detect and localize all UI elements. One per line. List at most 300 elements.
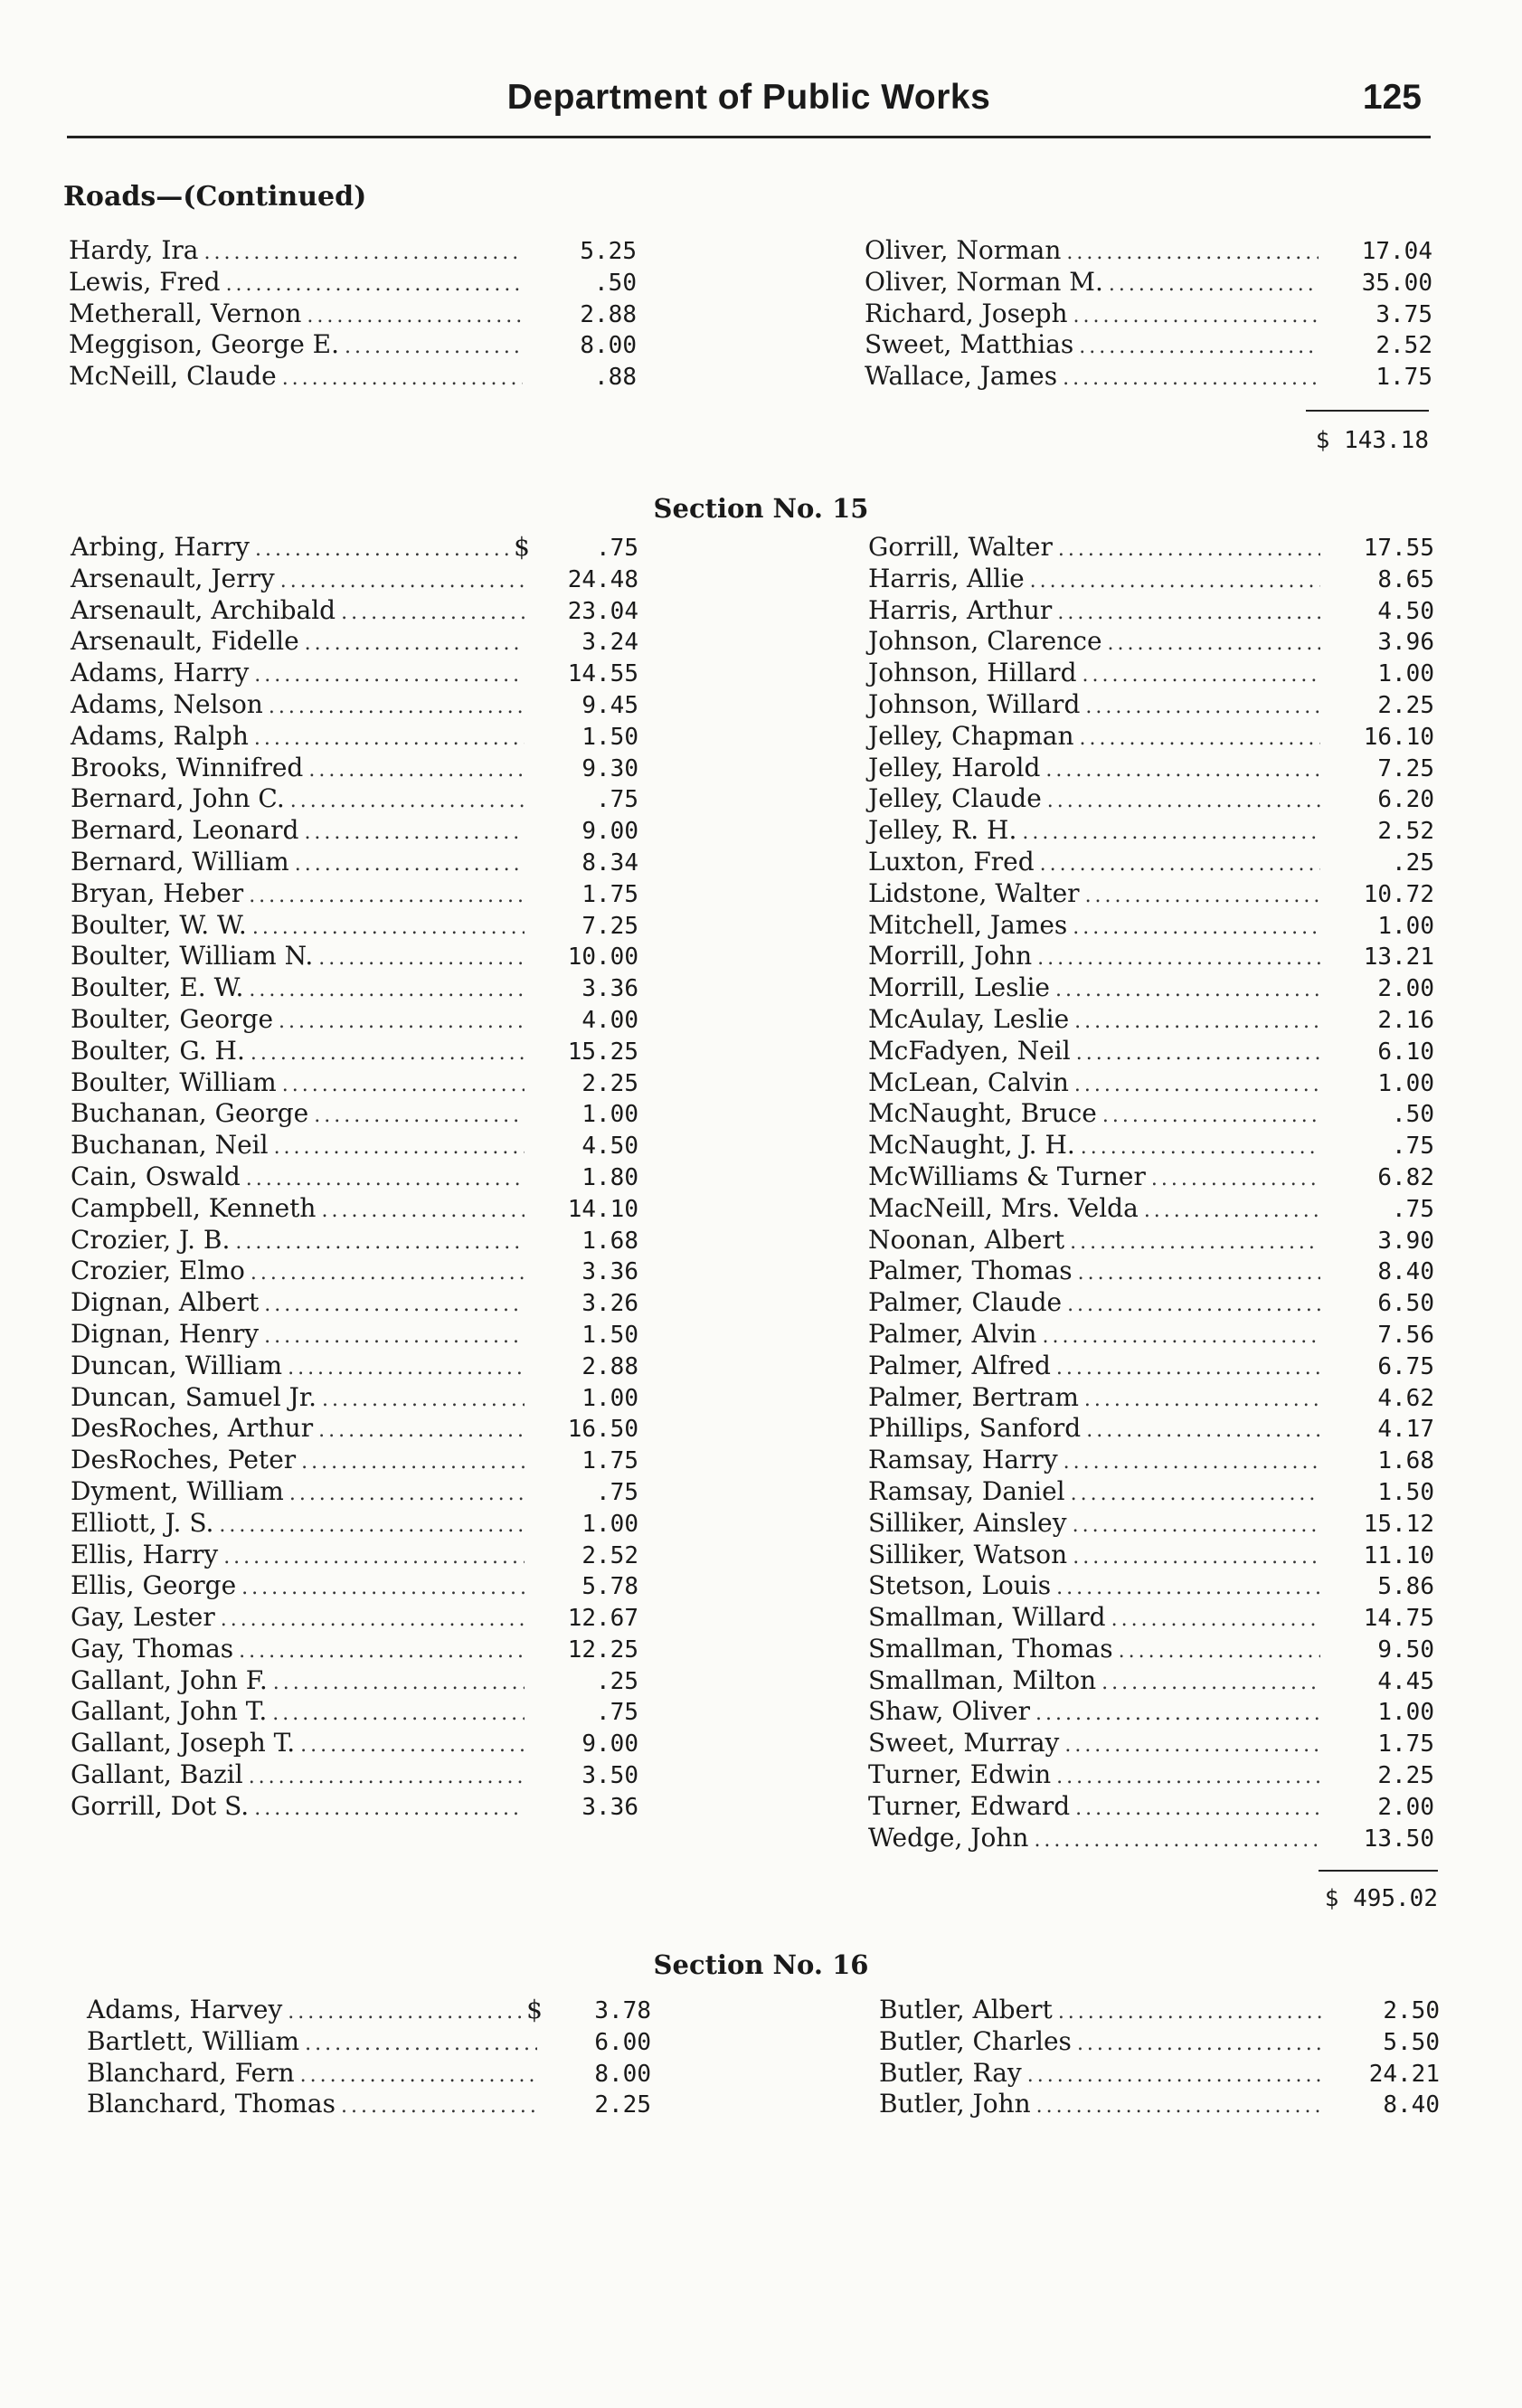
entry-name: Turner, Edwin <box>868 1759 1052 1790</box>
entry-amount: 3.96 <box>1377 629 1434 657</box>
list-item <box>868 658 1434 689</box>
list-item <box>868 1445 1434 1476</box>
entry-amount: 16.10 <box>1363 723 1434 751</box>
entry-name: Boulter, W. W. <box>71 909 247 940</box>
entry-amount: 2.00 <box>1377 975 1434 1003</box>
list-item <box>868 1225 1434 1256</box>
entry-amount: 2.88 <box>581 1352 638 1380</box>
entry-name: Luxton, Fred <box>868 846 1035 877</box>
dot-leader <box>249 1762 525 1794</box>
entry-amount: .25 <box>596 1667 638 1695</box>
entry-amount: 1.75 <box>1377 1730 1434 1759</box>
list-item <box>71 1193 638 1225</box>
entry-amount: 5.25 <box>580 238 637 265</box>
entry-name: McFadyen, Neil <box>868 1035 1071 1066</box>
dot-leader <box>269 692 525 724</box>
entry-amount: 1.50 <box>581 723 638 751</box>
entry-name: Jelley, Chapman <box>868 720 1074 751</box>
list-item <box>868 1098 1434 1130</box>
entry-amount: 8.65 <box>1377 565 1434 593</box>
entry-amount: 2.52 <box>1377 818 1434 846</box>
list-item <box>69 267 637 299</box>
entry-amount: 2.16 <box>1377 1006 1434 1034</box>
entry-name: Boulter, William N. <box>71 941 314 972</box>
dot-leader <box>274 1133 525 1164</box>
entry-name: Duncan, William <box>71 1350 283 1380</box>
list-item <box>868 1256 1434 1287</box>
list-item <box>868 1130 1434 1161</box>
dot-leader <box>345 332 523 364</box>
list-item <box>865 329 1432 361</box>
entry-amount: 7.56 <box>1377 1321 1434 1349</box>
entry-amount: 6.75 <box>1377 1352 1434 1380</box>
entry-amount: 3.90 <box>1377 1227 1434 1255</box>
dot-leader <box>1079 332 1319 364</box>
list-item <box>69 299 637 330</box>
entry-name: Palmer, Alfred <box>868 1350 1051 1380</box>
entry-amount: 1.00 <box>1377 1069 1434 1097</box>
dot-leader <box>1045 755 1320 787</box>
entry-amount: .75 <box>1392 1195 1434 1223</box>
list-item <box>71 910 638 942</box>
entry-name: Smallman, Thomas <box>868 1633 1113 1664</box>
dot-leader <box>1064 1447 1320 1479</box>
entry-amount: .75 <box>1392 1133 1434 1161</box>
entry-name: Dignan, Albert <box>71 1287 260 1318</box>
list-item <box>71 1382 638 1414</box>
dot-leader <box>1073 301 1319 333</box>
entry-name: Blanchard, Thomas <box>87 2089 336 2119</box>
list-item <box>868 1759 1434 1791</box>
entry-amount: 14.10 <box>567 1195 638 1223</box>
list-item <box>868 815 1434 847</box>
entry-amount: 1.75 <box>581 880 638 908</box>
roads-right-column <box>865 235 1432 393</box>
entry-name: Crozier, J. B. <box>71 1224 231 1255</box>
list-item <box>71 1696 638 1728</box>
entry-amount: 6.82 <box>1377 1163 1434 1191</box>
entry-name: Harris, Arthur <box>868 594 1053 625</box>
entry-name: Gay, Thomas <box>71 1633 234 1664</box>
list-item <box>868 1540 1434 1571</box>
dot-leader <box>1055 975 1320 1007</box>
dot-leader <box>1078 1258 1320 1290</box>
entry-amount: 1.00 <box>1377 912 1434 940</box>
dot-leader <box>1058 535 1320 566</box>
entry-name: Metherall, Vernon <box>69 298 302 328</box>
entry-amount: 2.52 <box>1375 332 1432 360</box>
entry-name: Johnson, Clarence <box>868 626 1102 657</box>
dot-leader <box>1070 1228 1320 1259</box>
entry-amount: 1.00 <box>581 1101 638 1129</box>
dot-leader <box>1144 1196 1320 1228</box>
list-item <box>87 2089 651 2120</box>
list-item <box>71 1759 638 1791</box>
dot-leader <box>1030 566 1320 598</box>
list-item <box>868 1728 1434 1759</box>
list-item <box>71 1508 638 1540</box>
list-item <box>71 815 638 847</box>
dot-leader <box>252 913 525 944</box>
list-item <box>868 1004 1434 1036</box>
entry-name: Arsenault, Archibald <box>71 594 336 625</box>
entry-amount: 8.40 <box>1377 1258 1434 1286</box>
entry-name: Gorrill, Dot S. <box>71 1790 250 1821</box>
list-item <box>868 972 1434 1004</box>
entry-name: Smallman, Willard <box>868 1602 1106 1633</box>
list-item <box>71 1445 638 1476</box>
dot-leader <box>1063 364 1319 395</box>
dot-leader <box>1085 692 1320 724</box>
dot-leader <box>1037 943 1320 975</box>
dot-leader <box>1027 2061 1326 2092</box>
list-item <box>71 1098 638 1130</box>
dot-leader <box>301 1447 525 1479</box>
entry-amount: 7.25 <box>1377 754 1434 782</box>
entry-amount: 12.67 <box>567 1605 638 1633</box>
dot-leader <box>295 849 525 881</box>
entry-name: Meggison, George E. <box>69 329 340 360</box>
dot-leader <box>1042 1322 1320 1353</box>
dot-leader <box>249 975 525 1007</box>
entry-amount: 3.36 <box>581 975 638 1003</box>
list-item <box>865 361 1432 393</box>
page-number: 125 <box>1362 78 1422 117</box>
dot-leader <box>1058 1997 1326 2029</box>
list-item <box>71 1413 638 1445</box>
list-item <box>865 267 1432 299</box>
entry-name: Butler, John <box>879 2089 1031 2119</box>
entry-name: Butler, Ray <box>879 2057 1022 2088</box>
entry-amount: 3.75 <box>1375 300 1432 328</box>
dot-leader <box>1073 1542 1320 1574</box>
list-item <box>71 1665 638 1697</box>
section-15-right-column <box>868 532 1434 1853</box>
entry-amount: 5.78 <box>581 1573 638 1601</box>
dot-leader <box>223 1542 525 1574</box>
list-item <box>868 1508 1434 1540</box>
section-16-left-column <box>87 1995 651 2120</box>
entry-amount: 4.00 <box>581 1006 638 1034</box>
list-item <box>71 532 638 564</box>
dot-leader <box>1076 1038 1320 1070</box>
entry-name: Adams, Nelson <box>71 688 263 719</box>
dot-leader <box>1073 1511 1320 1542</box>
entry-amount: 2.25 <box>1377 1762 1434 1790</box>
entry-name: Gorrill, Walter <box>868 532 1053 562</box>
entry-amount: 6.00 <box>594 2028 651 2056</box>
dot-leader <box>246 1164 525 1196</box>
entry-amount: 1.68 <box>1377 1447 1434 1475</box>
list-item <box>868 783 1434 815</box>
entry-name: Gay, Lester <box>71 1602 215 1633</box>
list-item <box>868 532 1434 564</box>
section-15-heading: Section No. 15 <box>653 493 869 524</box>
entry-amount: 3.50 <box>581 1762 638 1790</box>
entry-amount: 2.50 <box>1383 1997 1440 2024</box>
dot-leader <box>341 2091 537 2123</box>
list-item <box>69 361 637 393</box>
entry-amount: 2.25 <box>594 2091 651 2119</box>
entry-amount: 4.45 <box>1377 1667 1434 1695</box>
entry-name: Lewis, Fred <box>69 266 221 297</box>
entry-name: Butler, Charles <box>879 2025 1072 2056</box>
dot-leader <box>279 1007 525 1038</box>
dot-leader <box>307 301 523 333</box>
entry-amount: 14.75 <box>1363 1605 1434 1633</box>
list-item <box>71 564 638 595</box>
entry-name: Buchanan, Neil <box>71 1130 269 1161</box>
entry-name: Harris, Allie <box>868 563 1025 593</box>
dot-leader <box>241 1573 525 1605</box>
dot-leader <box>273 1668 525 1700</box>
section-15-left-column <box>71 532 638 1823</box>
entry-name: Ramsay, Harry <box>868 1445 1058 1475</box>
list-item <box>71 1161 638 1193</box>
entry-amount: 1.75 <box>1375 364 1432 392</box>
entry-name: McNaught, J. H. <box>868 1130 1075 1161</box>
entry-amount: 1.68 <box>581 1227 638 1255</box>
dot-leader <box>1073 913 1320 944</box>
entry-name: Elliott, J. S. <box>71 1507 214 1538</box>
entry-name: Ellis, George <box>71 1570 237 1601</box>
list-item <box>868 1351 1434 1382</box>
entry-amount: 17.55 <box>1363 535 1434 562</box>
list-item <box>71 721 638 753</box>
entry-name: McLean, Calvin <box>868 1067 1069 1097</box>
entry-amount: 1.00 <box>581 1384 638 1412</box>
dot-leader <box>272 1699 525 1730</box>
dot-leader <box>221 1605 525 1636</box>
dot-leader <box>249 881 525 913</box>
entry-amount: 1.00 <box>581 1510 638 1538</box>
entry-name: McNaught, Bruce <box>868 1098 1097 1129</box>
list-item <box>71 941 638 972</box>
list-item <box>71 1570 638 1602</box>
entry-name: DesRoches, Arthur <box>71 1413 314 1444</box>
entry-name: Boulter, E. W. <box>71 972 244 1003</box>
entry-name: Palmer, Alvin <box>868 1318 1037 1349</box>
entry-name: Bernard, Leonard <box>71 815 299 846</box>
list-item <box>868 1161 1434 1193</box>
entry-name: Blanchard, Fern <box>87 2057 295 2088</box>
entry-amount: 9.30 <box>581 754 638 782</box>
entry-name: Adams, Harvey <box>87 1995 283 2024</box>
entry-amount: .75 <box>596 786 638 814</box>
entry-amount: .50 <box>1392 1101 1434 1129</box>
entry-amount: 4.62 <box>1377 1384 1434 1412</box>
list-item <box>71 1602 638 1634</box>
dot-leader <box>282 364 523 395</box>
list-item <box>868 1696 1434 1728</box>
dot-leader <box>1035 1699 1320 1730</box>
list-item <box>868 753 1434 784</box>
entry-amount: .75 <box>596 535 638 562</box>
dot-leader <box>1081 1133 1320 1164</box>
dot-leader <box>1074 1007 1320 1038</box>
entry-amount: 12.25 <box>567 1635 638 1664</box>
dot-leader <box>1108 629 1320 660</box>
dot-leader <box>280 566 525 598</box>
dot-leader <box>1067 1290 1320 1322</box>
list-item <box>87 1995 651 2026</box>
entry-name: Gallant, Joseph T. <box>71 1728 296 1759</box>
entry-name: Noonan, Albert <box>868 1224 1065 1255</box>
entry-name: Gallant, Bazil <box>71 1759 243 1790</box>
list-item <box>71 1634 638 1665</box>
entry-amount: 2.52 <box>581 1541 638 1569</box>
list-item <box>868 1036 1434 1067</box>
entry-name: Cain, Oswald <box>71 1161 241 1191</box>
dot-leader <box>1036 2091 1326 2123</box>
list-item <box>71 1287 638 1319</box>
roads-continued-label: Roads—(Continued) <box>63 181 367 213</box>
entry-name: Shaw, Oliver <box>868 1696 1030 1727</box>
entry-amount: .50 <box>594 269 637 297</box>
dot-leader <box>254 1794 525 1825</box>
entry-name: Silliker, Ainsley <box>868 1507 1067 1538</box>
entry-amount: 1.50 <box>1377 1478 1434 1506</box>
dot-leader <box>1085 881 1320 913</box>
entry-amount: .88 <box>594 364 637 392</box>
dot-leader <box>1109 270 1319 301</box>
dot-leader <box>1111 1605 1320 1636</box>
section-15-total-rule <box>1319 1870 1438 1872</box>
entry-amount: 3.26 <box>581 1290 638 1318</box>
page-header <box>67 78 1431 132</box>
dot-leader <box>254 724 525 755</box>
entry-amount: 1.50 <box>581 1321 638 1349</box>
entry-name: McWilliams & Turner <box>868 1161 1146 1191</box>
list-item <box>71 1130 638 1161</box>
list-item <box>868 564 1434 595</box>
entry-amount: 1.00 <box>1377 1699 1434 1727</box>
list-item <box>71 1036 638 1067</box>
entry-name: Turner, Edward <box>868 1790 1071 1821</box>
list-item <box>868 1823 1434 1854</box>
entry-name: Dignan, Henry <box>71 1318 260 1349</box>
dot-leader <box>1074 1070 1320 1102</box>
list-item <box>879 2026 1440 2058</box>
entry-name: Ellis, Harry <box>71 1539 219 1569</box>
entry-amount: 7.25 <box>581 912 638 940</box>
dot-leader <box>1082 660 1321 692</box>
dot-leader <box>321 1196 525 1228</box>
list-item <box>868 1570 1434 1602</box>
entry-amount: 3.36 <box>581 1258 638 1286</box>
dot-leader <box>239 1636 525 1668</box>
list-item <box>71 753 638 784</box>
list-item <box>71 1351 638 1382</box>
entry-name: Oliver, Norman M. <box>865 266 1103 297</box>
dot-leader <box>1056 1573 1320 1605</box>
dot-leader <box>1077 2029 1326 2061</box>
entry-amount: 23.04 <box>567 597 638 625</box>
entry-name: Johnson, Willard <box>868 688 1081 719</box>
entry-name: Smallman, Milton <box>868 1664 1097 1695</box>
entry-amount: 3.24 <box>581 629 638 657</box>
list-item <box>71 1225 638 1256</box>
dot-leader <box>1119 1636 1320 1668</box>
entry-name: Jelley, Harold <box>868 752 1041 782</box>
dot-leader <box>1071 1479 1320 1511</box>
entry-amount: 24.48 <box>567 565 638 593</box>
entry-amount: 10.72 <box>1363 880 1434 908</box>
list-item <box>71 972 638 1004</box>
dot-leader <box>290 786 525 818</box>
list-item <box>87 2026 651 2058</box>
dot-leader <box>1080 724 1320 755</box>
dot-leader <box>304 818 525 849</box>
entry-name: Hardy, Ira <box>69 235 199 265</box>
list-item <box>868 1634 1434 1665</box>
dollar-sign: $ <box>514 532 530 562</box>
entry-name: McNeill, Claude <box>69 361 277 392</box>
list-item <box>879 2058 1440 2090</box>
entry-name: Buchanan, George <box>71 1098 309 1129</box>
dot-leader <box>288 1353 525 1385</box>
dot-leader <box>255 535 512 566</box>
entry-name: DesRoches, Peter <box>71 1445 297 1475</box>
entry-amount: 8.00 <box>580 332 637 360</box>
entry-name: Palmer, Claude <box>868 1287 1063 1318</box>
entry-amount: 17.04 <box>1361 238 1432 265</box>
entry-name: Jelley, R. H. <box>868 815 1017 846</box>
dot-leader <box>300 2061 537 2092</box>
dot-leader <box>203 238 523 270</box>
entry-name: Morrill, John <box>868 941 1033 972</box>
entry-amount: 6.10 <box>1377 1038 1434 1066</box>
entry-amount: 8.34 <box>581 848 638 877</box>
entry-amount: .75 <box>596 1699 638 1727</box>
entry-name: Palmer, Bertram <box>868 1381 1079 1412</box>
section-16-right-column <box>879 1995 1440 2120</box>
entry-amount: 9.00 <box>581 1730 638 1759</box>
list-item <box>71 1728 638 1759</box>
dot-leader <box>1047 786 1320 818</box>
entry-name: Crozier, Elmo <box>71 1256 245 1286</box>
entry-amount: 13.21 <box>1363 943 1434 972</box>
entry-name: Palmer, Thomas <box>868 1256 1073 1286</box>
dot-leader <box>1040 849 1320 881</box>
entry-name: Wedge, John <box>868 1822 1029 1853</box>
list-item <box>868 1791 1434 1823</box>
dot-leader <box>1056 1762 1320 1794</box>
list-item <box>868 721 1434 753</box>
list-item <box>868 941 1434 972</box>
list-item <box>71 783 638 815</box>
entry-amount: 1.75 <box>581 1447 638 1475</box>
dot-leader <box>264 1322 525 1353</box>
entry-amount: 9.45 <box>581 691 638 719</box>
dot-leader <box>1056 1353 1320 1385</box>
entry-name: Boulter, George <box>71 1003 274 1034</box>
entry-name: Johnson, Hillard <box>868 658 1077 688</box>
entry-name: Stetson, Louis <box>868 1570 1052 1601</box>
dot-leader <box>1084 1385 1320 1417</box>
entry-name: Ramsay, Daniel <box>868 1475 1065 1506</box>
entry-name: Silliker, Watson <box>868 1539 1068 1569</box>
dot-leader <box>322 1385 525 1417</box>
entry-amount: 4.50 <box>1377 597 1434 625</box>
list-item <box>71 1791 638 1823</box>
list-item <box>868 689 1434 721</box>
list-item <box>87 2058 651 2090</box>
dot-leader <box>289 1479 525 1511</box>
entry-amount: 9.00 <box>581 818 638 846</box>
entry-amount: 4.17 <box>1377 1416 1434 1444</box>
entry-name: MacNeill, Mrs. Velda <box>868 1192 1139 1223</box>
